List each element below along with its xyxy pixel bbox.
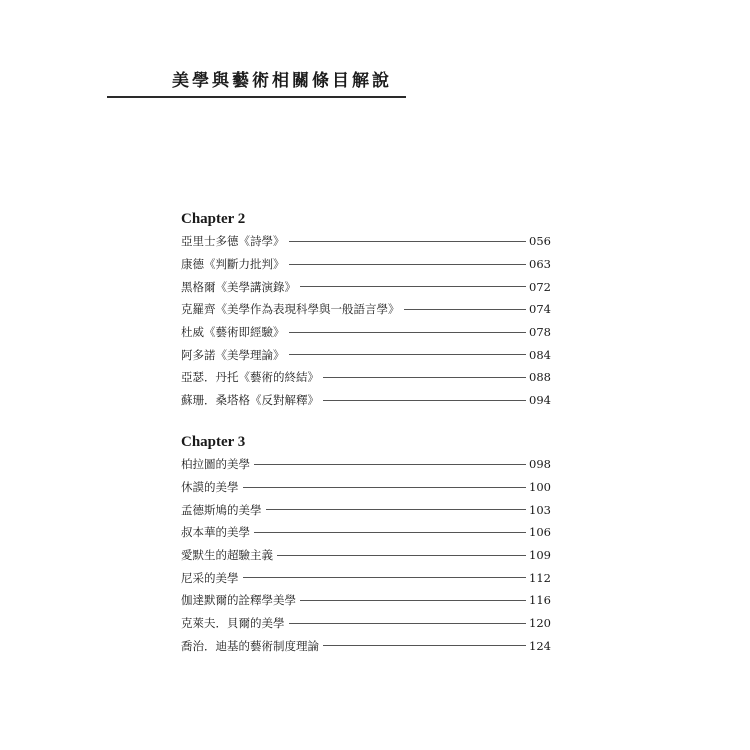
toc-page-number: 072 bbox=[529, 279, 551, 294]
toc-entry bbox=[181, 498, 551, 521]
toc-entry-title: 伽達默爾的詮釋學美學 bbox=[181, 593, 296, 608]
toc-entry bbox=[181, 275, 551, 298]
toc-entry bbox=[181, 635, 551, 658]
toc-page-number: 074 bbox=[529, 302, 551, 317]
toc-entry bbox=[181, 453, 551, 476]
leader-line bbox=[266, 509, 527, 510]
title-rule bbox=[107, 96, 406, 98]
toc-page-number: 120 bbox=[529, 616, 551, 631]
toc-page-number: 106 bbox=[529, 525, 551, 540]
toc-entry bbox=[181, 389, 551, 412]
leader-line bbox=[289, 241, 527, 242]
toc-entry-title: 康德《判斷力批判》 bbox=[181, 257, 285, 272]
leader-line bbox=[404, 309, 527, 310]
leader-line bbox=[254, 464, 526, 465]
leader-line bbox=[243, 577, 527, 578]
chapter-heading: Chapter 3 bbox=[181, 434, 246, 450]
toc-entry-title: 孟德斯鳩的美學 bbox=[181, 502, 262, 517]
toc-entry bbox=[181, 321, 551, 344]
chapter-section bbox=[181, 208, 551, 412]
toc-entry-title: 克萊夫．貝爾的美學 bbox=[181, 616, 285, 631]
toc-page-number: 094 bbox=[529, 393, 551, 408]
leader-line bbox=[323, 377, 526, 378]
leader-line bbox=[289, 623, 527, 624]
toc-page-number: 124 bbox=[529, 638, 551, 653]
toc-entry-title: 杜威《藝術即經驗》 bbox=[181, 325, 285, 340]
toc-entry bbox=[181, 253, 551, 276]
toc-entry bbox=[181, 366, 551, 389]
toc-entry-title: 喬治．迪基的藝術制度理論 bbox=[181, 638, 319, 653]
toc-page-number: 063 bbox=[529, 257, 551, 272]
toc-page-number: 109 bbox=[529, 548, 551, 563]
leader-line bbox=[254, 532, 526, 533]
toc-page-number: 056 bbox=[529, 234, 551, 249]
toc-entry-title: 愛默生的超驗主義 bbox=[181, 548, 273, 563]
toc-entry-title: 叔本華的美學 bbox=[181, 525, 250, 540]
toc-entry-title: 亞瑟．丹托《藝術的終結》 bbox=[181, 370, 319, 385]
page-title: 美學與藝術相關條目解說 bbox=[172, 71, 392, 91]
leader-line bbox=[289, 264, 527, 265]
toc-page-number: 078 bbox=[529, 325, 551, 340]
toc-list bbox=[181, 453, 551, 657]
toc-entry-title: 尼采的美學 bbox=[181, 570, 239, 585]
toc-entry-title: 柏拉圖的美學 bbox=[181, 457, 250, 472]
toc-page-number: 116 bbox=[529, 593, 551, 608]
leader-line bbox=[300, 600, 526, 601]
toc-entry bbox=[181, 589, 551, 612]
leader-line bbox=[323, 645, 526, 646]
toc-entry bbox=[181, 230, 551, 253]
toc-entry-title: 休謨的美學 bbox=[181, 480, 239, 495]
toc-entry bbox=[181, 343, 551, 366]
toc-entry-title: 蘇珊．桑塔格《反對解釋》 bbox=[181, 393, 319, 408]
toc-entry-title: 黑格爾《美學講演錄》 bbox=[181, 279, 296, 294]
leader-line bbox=[323, 400, 526, 401]
leader-line bbox=[277, 555, 526, 556]
toc-entry-title: 克羅齊《美學作為表現科學與一般語言學》 bbox=[181, 302, 400, 317]
toc-page-number: 112 bbox=[529, 570, 551, 585]
toc-entry bbox=[181, 612, 551, 635]
toc-entry bbox=[181, 298, 551, 321]
toc-entry-title: 阿多諾《美學理論》 bbox=[181, 347, 285, 362]
toc-page-number: 084 bbox=[529, 347, 551, 362]
toc-page-number: 103 bbox=[529, 502, 551, 517]
toc-entry bbox=[181, 476, 551, 499]
toc-entry-title: 亞里士多德《詩學》 bbox=[181, 234, 285, 249]
leader-line bbox=[243, 487, 527, 488]
toc-entry bbox=[181, 566, 551, 589]
toc-list bbox=[181, 230, 551, 412]
toc-entry bbox=[181, 544, 551, 567]
toc-entry bbox=[181, 521, 551, 544]
leader-line bbox=[300, 286, 526, 287]
chapter-section bbox=[181, 431, 551, 657]
toc-page-number: 088 bbox=[529, 370, 551, 385]
toc-page-number: 100 bbox=[529, 480, 551, 495]
leader-line bbox=[289, 354, 527, 355]
toc-page-number: 098 bbox=[529, 457, 551, 472]
leader-line bbox=[289, 332, 527, 333]
chapter-heading: Chapter 2 bbox=[181, 211, 246, 227]
